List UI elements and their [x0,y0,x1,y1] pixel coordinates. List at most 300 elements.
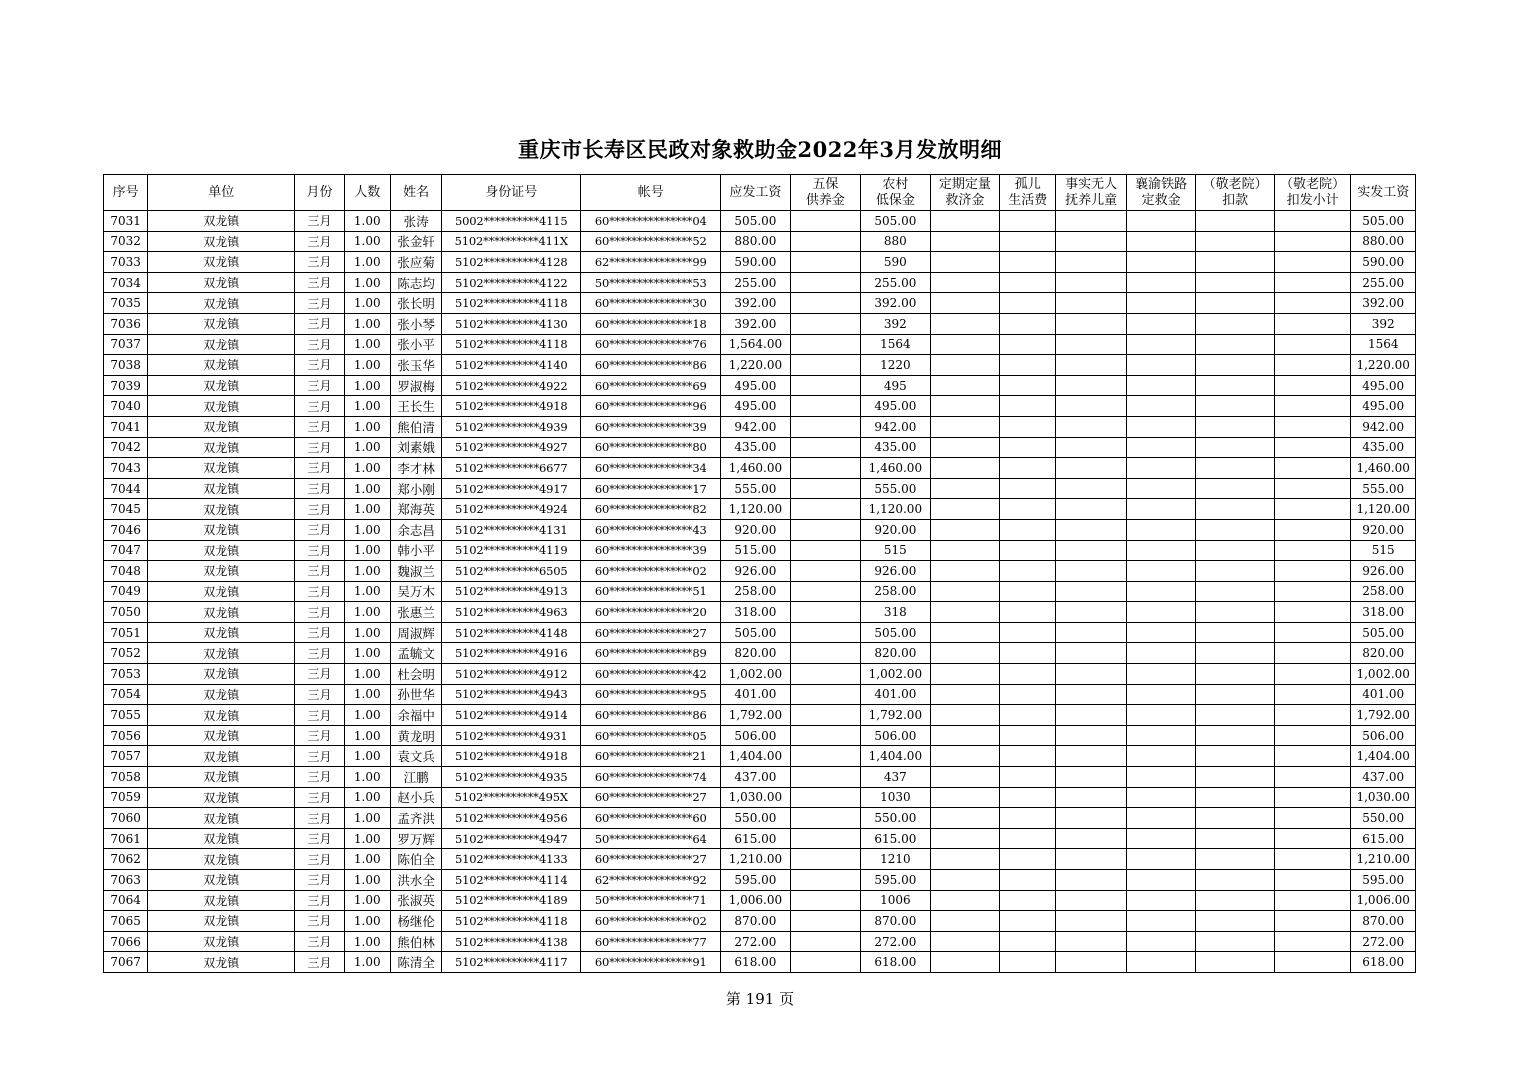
cell-unit: 双龙镇 [148,458,295,479]
cell-rural-minimum-living: 318 [861,602,930,623]
cell-orphan-living [1000,231,1056,252]
cell-actual-payment: 590.00 [1351,252,1416,273]
cell-id-number: 5102**********6505 [442,561,581,582]
cell-nursing-home-deduction-subtotal [1274,890,1351,911]
cell-name: 周淑辉 [390,622,441,643]
cell-serial-number: 7059 [104,787,148,808]
table-row [104,416,1416,437]
cell-name: 张小平 [390,334,441,355]
cell-account: 60***************51 [581,581,721,602]
cell-fixed-relief [930,890,999,911]
cell-name: 张玉华 [390,355,441,376]
cell-nursing-home-deduction-subtotal [1274,828,1351,849]
cell-actual-payment: 1,792.00 [1351,705,1416,726]
cell-payable-amount: 505.00 [721,211,790,232]
cell-nursing-home-deduction [1196,705,1275,726]
cell-nursing-home-deduction-subtotal [1274,911,1351,932]
cell-month: 三月 [295,313,344,334]
cell-headcount: 1.00 [344,725,390,746]
cell-headcount: 1.00 [344,643,390,664]
cell-serial-number: 7052 [104,643,148,664]
cell-fixed-relief [930,849,999,870]
cell-five-guarantee-support [790,416,860,437]
cell-de-facto-orphan [1056,519,1126,540]
cell-actual-payment: 920.00 [1351,519,1416,540]
table-row [104,767,1416,788]
cell-name: 张金轩 [390,231,441,252]
header-text: 事实无人 [1065,176,1118,192]
cell-five-guarantee-support [790,252,860,273]
table-row [104,437,1416,458]
cell-id-number: 5102**********4922 [442,375,581,396]
cell-xiangyu-railway-relief [1126,952,1195,973]
cell-five-guarantee-support [790,375,860,396]
cell-xiangyu-railway-relief [1126,602,1195,623]
table-row [104,313,1416,334]
header-text: 低保金 [875,192,915,208]
cell-nursing-home-deduction-subtotal [1274,313,1351,334]
cell-account: 60***************77 [581,931,721,952]
cell-name: 张涛 [390,211,441,232]
cell-serial-number: 7036 [104,313,148,334]
cell-month: 三月 [295,931,344,952]
cell-orphan-living [1000,870,1056,891]
cell-month: 三月 [295,437,344,458]
header-text: 生活费 [1008,192,1048,208]
cell-unit: 双龙镇 [148,272,295,293]
cell-rural-minimum-living: 435.00 [861,437,930,458]
header-name [390,175,441,211]
cell-rural-minimum-living: 1006 [861,890,930,911]
cell-rural-minimum-living: 595.00 [861,870,930,891]
cell-five-guarantee-support [790,911,860,932]
cell-payable-amount: 942.00 [721,416,790,437]
cell-rural-minimum-living: 258.00 [861,581,930,602]
cell-serial-number: 7051 [104,622,148,643]
cell-nursing-home-deduction [1196,622,1275,643]
cell-fixed-relief [930,211,999,232]
cell-id-number: 5102**********4138 [442,931,581,952]
cell-xiangyu-railway-relief [1126,684,1195,705]
cell-rural-minimum-living: 920.00 [861,519,930,540]
cell-unit: 双龙镇 [148,602,295,623]
cell-payable-amount: 495.00 [721,375,790,396]
table-row [104,870,1416,891]
cell-five-guarantee-support [790,890,860,911]
cell-unit: 双龙镇 [148,890,295,911]
cell-month: 三月 [295,870,344,891]
cell-nursing-home-deduction-subtotal [1274,499,1351,520]
cell-unit: 双龙镇 [148,313,295,334]
cell-payable-amount: 1,006.00 [721,890,790,911]
header-id-number [442,175,581,211]
table-row [104,622,1416,643]
cell-de-facto-orphan [1056,890,1126,911]
cell-account: 60***************27 [581,787,721,808]
cell-name: 陈伯全 [390,849,441,870]
cell-unit: 双龙镇 [148,808,295,829]
cell-actual-payment: 1,120.00 [1351,499,1416,520]
cell-de-facto-orphan [1056,437,1126,458]
cell-fixed-relief [930,561,999,582]
cell-orphan-living [1000,519,1056,540]
cell-rural-minimum-living: 555.00 [861,478,930,499]
cell-rural-minimum-living: 515 [861,540,930,561]
cell-rural-minimum-living: 272.00 [861,931,930,952]
cell-actual-payment: 506.00 [1351,725,1416,746]
cell-month: 三月 [295,293,344,314]
cell-name: 张应菊 [390,252,441,273]
cell-headcount: 1.00 [344,519,390,540]
cell-nursing-home-deduction [1196,519,1275,540]
cell-nursing-home-deduction-subtotal [1274,561,1351,582]
cell-headcount: 1.00 [344,416,390,437]
cell-rural-minimum-living: 618.00 [861,952,930,973]
cell-name: 李才林 [390,458,441,479]
cell-serial-number: 7066 [104,931,148,952]
cell-xiangyu-railway-relief [1126,561,1195,582]
cell-headcount: 1.00 [344,293,390,314]
cell-nursing-home-deduction-subtotal [1274,478,1351,499]
cell-rural-minimum-living: 615.00 [861,828,930,849]
cell-de-facto-orphan [1056,293,1126,314]
cell-orphan-living [1000,931,1056,952]
table-row [104,519,1416,540]
cell-account: 60***************18 [581,313,721,334]
cell-nursing-home-deduction [1196,828,1275,849]
cell-month: 三月 [295,808,344,829]
cell-five-guarantee-support [790,767,860,788]
cell-name: 余福中 [390,705,441,726]
cell-month: 三月 [295,581,344,602]
cell-nursing-home-deduction-subtotal [1274,808,1351,829]
cell-unit: 双龙镇 [148,355,295,376]
cell-de-facto-orphan [1056,396,1126,417]
cell-de-facto-orphan [1056,664,1126,685]
cell-nursing-home-deduction [1196,870,1275,891]
cell-nursing-home-deduction [1196,231,1275,252]
table-row [104,252,1416,273]
cell-month: 三月 [295,643,344,664]
table-row [104,705,1416,726]
cell-month: 三月 [295,519,344,540]
cell-nursing-home-deduction-subtotal [1274,870,1351,891]
cell-five-guarantee-support [790,478,860,499]
header-text: 人数 [354,184,381,200]
cell-de-facto-orphan [1056,643,1126,664]
cell-five-guarantee-support [790,396,860,417]
cell-headcount: 1.00 [344,581,390,602]
cell-nursing-home-deduction-subtotal [1274,664,1351,685]
cell-nursing-home-deduction-subtotal [1274,705,1351,726]
cell-actual-payment: 505.00 [1351,211,1416,232]
cell-orphan-living [1000,437,1056,458]
cell-nursing-home-deduction [1196,355,1275,376]
cell-fixed-relief [930,664,999,685]
header-text: 襄渝铁路 [1135,176,1188,192]
cell-unit: 双龙镇 [148,911,295,932]
cell-xiangyu-railway-relief [1126,581,1195,602]
cell-id-number: 5102**********4947 [442,828,581,849]
cell-nursing-home-deduction-subtotal [1274,231,1351,252]
table-row [104,499,1416,520]
cell-orphan-living [1000,767,1056,788]
cell-serial-number: 7045 [104,499,148,520]
header-nursing-home-deduction-subtotal [1274,175,1351,211]
cell-de-facto-orphan [1056,828,1126,849]
cell-actual-payment: 272.00 [1351,931,1416,952]
cell-five-guarantee-support [790,561,860,582]
cell-nursing-home-deduction-subtotal [1274,952,1351,973]
cell-month: 三月 [295,911,344,932]
cell-id-number: 5102**********4935 [442,767,581,788]
cell-actual-payment: 1,404.00 [1351,746,1416,767]
cell-account: 60***************02 [581,561,721,582]
cell-xiangyu-railway-relief [1126,252,1195,273]
cell-xiangyu-railway-relief [1126,808,1195,829]
cell-nursing-home-deduction [1196,396,1275,417]
cell-account: 50***************64 [581,828,721,849]
cell-de-facto-orphan [1056,313,1126,334]
cell-headcount: 1.00 [344,931,390,952]
cell-id-number: 5102**********4913 [442,581,581,602]
cell-five-guarantee-support [790,808,860,829]
cell-headcount: 1.00 [344,746,390,767]
cell-headcount: 1.00 [344,375,390,396]
cell-xiangyu-railway-relief [1126,416,1195,437]
cell-month: 三月 [295,231,344,252]
cell-unit: 双龙镇 [148,375,295,396]
cell-month: 三月 [295,272,344,293]
table-row [104,540,1416,561]
cell-five-guarantee-support [790,334,860,355]
cell-nursing-home-deduction [1196,313,1275,334]
cell-de-facto-orphan [1056,211,1126,232]
cell-payable-amount: 590.00 [721,252,790,273]
cell-actual-payment: 595.00 [1351,870,1416,891]
cell-nursing-home-deduction-subtotal [1274,540,1351,561]
cell-five-guarantee-support [790,828,860,849]
cell-de-facto-orphan [1056,375,1126,396]
cell-xiangyu-railway-relief [1126,849,1195,870]
cell-payable-amount: 1,792.00 [721,705,790,726]
cell-headcount: 1.00 [344,252,390,273]
cell-de-facto-orphan [1056,705,1126,726]
cell-rural-minimum-living: 505.00 [861,622,930,643]
cell-orphan-living [1000,499,1056,520]
cell-nursing-home-deduction-subtotal [1274,252,1351,273]
cell-fixed-relief [930,684,999,705]
cell-account: 60***************86 [581,355,721,376]
cell-month: 三月 [295,767,344,788]
cell-actual-payment: 615.00 [1351,828,1416,849]
cell-de-facto-orphan [1056,870,1126,891]
cell-fixed-relief [930,478,999,499]
cell-unit: 双龙镇 [148,931,295,952]
cell-id-number: 5102**********4918 [442,746,581,767]
cell-orphan-living [1000,664,1056,685]
cell-payable-amount: 820.00 [721,643,790,664]
cell-nursing-home-deduction [1196,540,1275,561]
cell-fixed-relief [930,808,999,829]
cell-fixed-relief [930,828,999,849]
page-title: 重庆市长寿区民政对象救助金2022年3月发放明细 [517,137,1003,162]
cell-fixed-relief [930,725,999,746]
cell-nursing-home-deduction [1196,952,1275,973]
cell-serial-number: 7033 [104,252,148,273]
cell-headcount: 1.00 [344,458,390,479]
cell-id-number: 5102**********4917 [442,478,581,499]
cell-account: 50***************53 [581,272,721,293]
cell-five-guarantee-support [790,746,860,767]
cell-orphan-living [1000,808,1056,829]
cell-orphan-living [1000,746,1056,767]
cell-account: 60***************80 [581,437,721,458]
cell-month: 三月 [295,540,344,561]
cell-payable-amount: 272.00 [721,931,790,952]
cell-orphan-living [1000,252,1056,273]
cell-name: 陈志均 [390,272,441,293]
cell-fixed-relief [930,293,999,314]
cell-account: 60***************42 [581,664,721,685]
table-row [104,890,1416,911]
cell-orphan-living [1000,416,1056,437]
page-number: 第 191 页 [725,990,795,1008]
cell-de-facto-orphan [1056,499,1126,520]
cell-account: 60***************76 [581,334,721,355]
cell-xiangyu-railway-relief [1126,705,1195,726]
cell-id-number: 5102**********4148 [442,622,581,643]
cell-payable-amount: 555.00 [721,478,790,499]
cell-nursing-home-deduction-subtotal [1274,684,1351,705]
cell-five-guarantee-support [790,313,860,334]
cell-fixed-relief [930,252,999,273]
cell-serial-number: 7065 [104,911,148,932]
cell-nursing-home-deduction [1196,458,1275,479]
cell-headcount: 1.00 [344,272,390,293]
cell-actual-payment: 392.00 [1351,293,1416,314]
cell-xiangyu-railway-relief [1126,437,1195,458]
cell-month: 三月 [295,890,344,911]
cell-serial-number: 7063 [104,870,148,891]
cell-unit: 双龙镇 [148,478,295,499]
cell-id-number: 5102**********4128 [442,252,581,273]
header-text: 扣发小计 [1286,192,1339,208]
cell-id-number: 5102**********4918 [442,396,581,417]
header-five-guarantee-support [790,175,860,211]
cell-nursing-home-deduction-subtotal [1274,293,1351,314]
table-row [104,643,1416,664]
table-row [104,952,1416,973]
cell-payable-amount: 1,404.00 [721,746,790,767]
table-row [104,561,1416,582]
cell-month: 三月 [295,458,344,479]
cell-unit: 双龙镇 [148,211,295,232]
cell-de-facto-orphan [1056,767,1126,788]
header-text: （敬老院） [1202,176,1268,192]
cell-account: 60***************04 [581,211,721,232]
cell-serial-number: 7039 [104,375,148,396]
cell-unit: 双龙镇 [148,622,295,643]
table-body [104,211,1416,973]
cell-nursing-home-deduction-subtotal [1274,375,1351,396]
cell-month: 三月 [295,622,344,643]
cell-serial-number: 7055 [104,705,148,726]
cell-headcount: 1.00 [344,767,390,788]
cell-headcount: 1.00 [344,396,390,417]
cell-actual-payment: 820.00 [1351,643,1416,664]
cell-name: 洪水全 [390,870,441,891]
table-row [104,849,1416,870]
cell-orphan-living [1000,952,1056,973]
cell-fixed-relief [930,787,999,808]
cell-actual-payment: 515 [1351,540,1416,561]
cell-de-facto-orphan [1056,561,1126,582]
cell-payable-amount: 1,002.00 [721,664,790,685]
cell-month: 三月 [295,499,344,520]
cell-account: 60***************27 [581,622,721,643]
cell-actual-payment: 1,030.00 [1351,787,1416,808]
cell-nursing-home-deduction [1196,725,1275,746]
cell-name: 熊伯清 [390,416,441,437]
table-row [104,828,1416,849]
cell-account: 60***************39 [581,416,721,437]
cell-headcount: 1.00 [344,890,390,911]
cell-account: 60***************74 [581,767,721,788]
cell-fixed-relief [930,396,999,417]
cell-five-guarantee-support [790,458,860,479]
cell-id-number: 5102**********4927 [442,437,581,458]
cell-nursing-home-deduction [1196,746,1275,767]
cell-unit: 双龙镇 [148,540,295,561]
cell-payable-amount: 1,120.00 [721,499,790,520]
cell-nursing-home-deduction-subtotal [1274,643,1351,664]
cell-rural-minimum-living: 550.00 [861,808,930,829]
cell-account: 60***************27 [581,849,721,870]
cell-xiangyu-railway-relief [1126,787,1195,808]
cell-month: 三月 [295,828,344,849]
cell-unit: 双龙镇 [148,725,295,746]
cell-month: 三月 [295,746,344,767]
cell-payable-amount: 506.00 [721,725,790,746]
cell-payable-amount: 258.00 [721,581,790,602]
cell-five-guarantee-support [790,643,860,664]
cell-actual-payment: 258.00 [1351,581,1416,602]
cell-name: 熊伯林 [390,931,441,952]
cell-nursing-home-deduction-subtotal [1274,396,1351,417]
cell-orphan-living [1000,828,1056,849]
cell-nursing-home-deduction [1196,293,1275,314]
cell-serial-number: 7067 [104,952,148,973]
cell-de-facto-orphan [1056,478,1126,499]
cell-orphan-living [1000,458,1056,479]
cell-name: 郑海英 [390,499,441,520]
cell-month: 三月 [295,952,344,973]
table-row [104,231,1416,252]
table-row [104,458,1416,479]
cell-xiangyu-railway-relief [1126,746,1195,767]
cell-orphan-living [1000,293,1056,314]
cell-de-facto-orphan [1056,787,1126,808]
cell-actual-payment: 1,460.00 [1351,458,1416,479]
cell-actual-payment: 550.00 [1351,808,1416,829]
cell-fixed-relief [930,272,999,293]
cell-nursing-home-deduction [1196,808,1275,829]
cell-serial-number: 7049 [104,581,148,602]
cell-five-guarantee-support [790,787,860,808]
cell-fixed-relief [930,540,999,561]
cell-id-number: 5102**********4140 [442,355,581,376]
